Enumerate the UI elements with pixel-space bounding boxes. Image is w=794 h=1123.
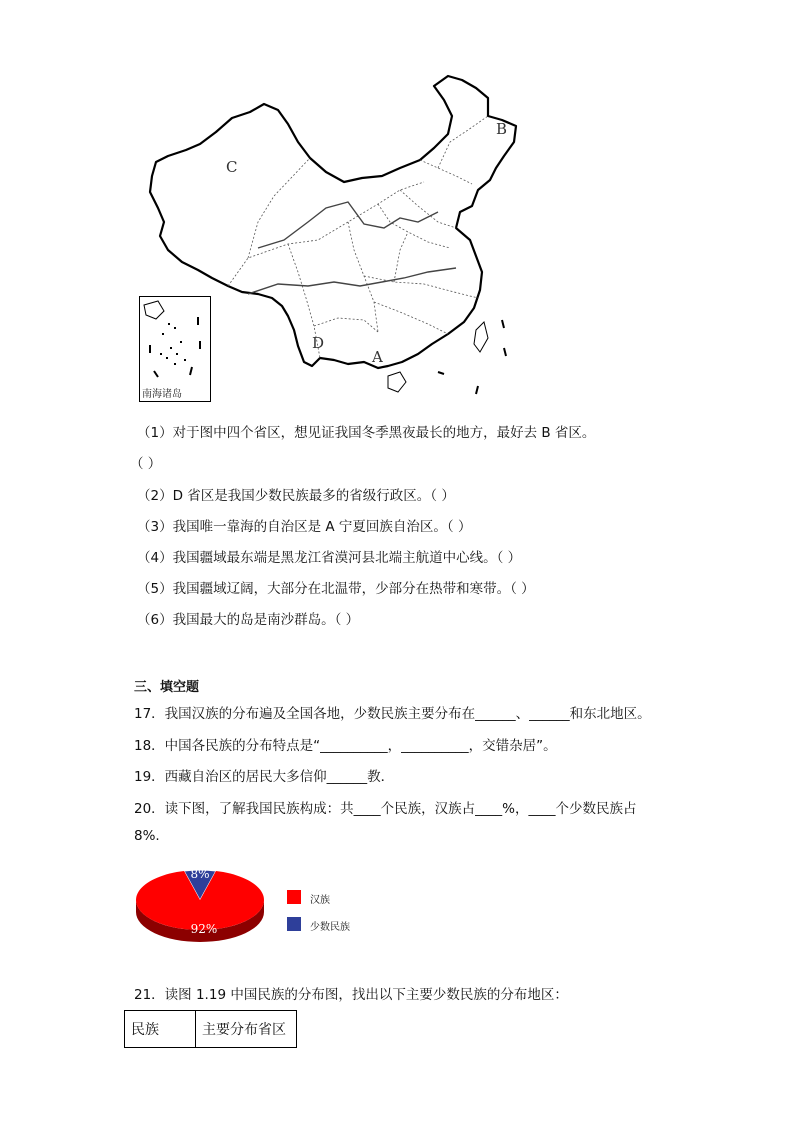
table-header-region: 主要分布省区 [196,1011,297,1048]
sea-border-dash [438,372,444,374]
label-d: D [312,334,325,352]
q19: 19．西藏自治区的居民大多信仰______教． [134,769,395,785]
q17: 17．我国汉族的分布遍及全国各地，少数民族主要分布在______、______和东北地区。 [134,706,651,722]
inset-islands [140,297,210,387]
label-c: C [226,158,238,176]
hainan-island [388,372,406,392]
q16-item-1: （1）对于图中四个省区，想见证我国冬季黑夜最长的地方，最好去 B 省区。 [137,425,596,441]
q16-item-4: （4）我国疆域最东端是黑龙江省漠河县北端主航道中心线。（ ） [137,550,522,566]
q16-item-2: （2）D 省区是我国少数民族最多的省级行政区。（ ） [137,488,455,504]
q16-item-5: （5）我国疆域辽阔，大部分在北温带，少部分在热带和寒带。（ ） [137,581,535,597]
taiwan-island [474,322,488,352]
table-header-ethnic: 民族 [125,1011,196,1048]
q16-item-6: （6）我国最大的岛是南沙群岛。（ ） [137,612,360,628]
legend-label-han: 汉族 [310,895,330,906]
label-a: A [372,348,383,366]
legend-swatch-minority [287,917,301,931]
table-row [125,1011,297,1048]
ethnic-distribution-table [124,1010,297,1048]
sea-border-dash [476,386,478,394]
ethnic-pie-chart [134,860,374,960]
sea-border-dash [502,320,504,328]
label-b: B [496,120,508,138]
pie-label-han: 92% [190,922,218,936]
inset-label: 南海诸岛 [142,389,182,400]
sea-border-dash [504,348,506,356]
q20: 20．读下图，了解我国民族构成：共____个民族，汉族占____%，____个少数民族占 [134,801,637,817]
q16-item-1-answer: （ ） [130,456,162,472]
q21: 21．读图 1.19 中国民族的分布图，找出以下主要少数民族的分布地区： [134,987,568,1003]
legend-label-minority: 少数民族 [310,922,350,933]
pie-label-minority: 8% [190,867,210,881]
q16-item-3: （3）我国唯一靠海的自治区是 A 宁夏回族自治区。（ ） [137,519,472,535]
south-china-sea-inset [139,296,211,402]
q20-continued: 8%. [134,828,160,844]
section-title: 三、填空题 [134,680,200,695]
q18: 18．中国各民族的分布特点是“__________，__________，交错杂居”。 [134,738,557,754]
legend-swatch-han [287,890,301,904]
